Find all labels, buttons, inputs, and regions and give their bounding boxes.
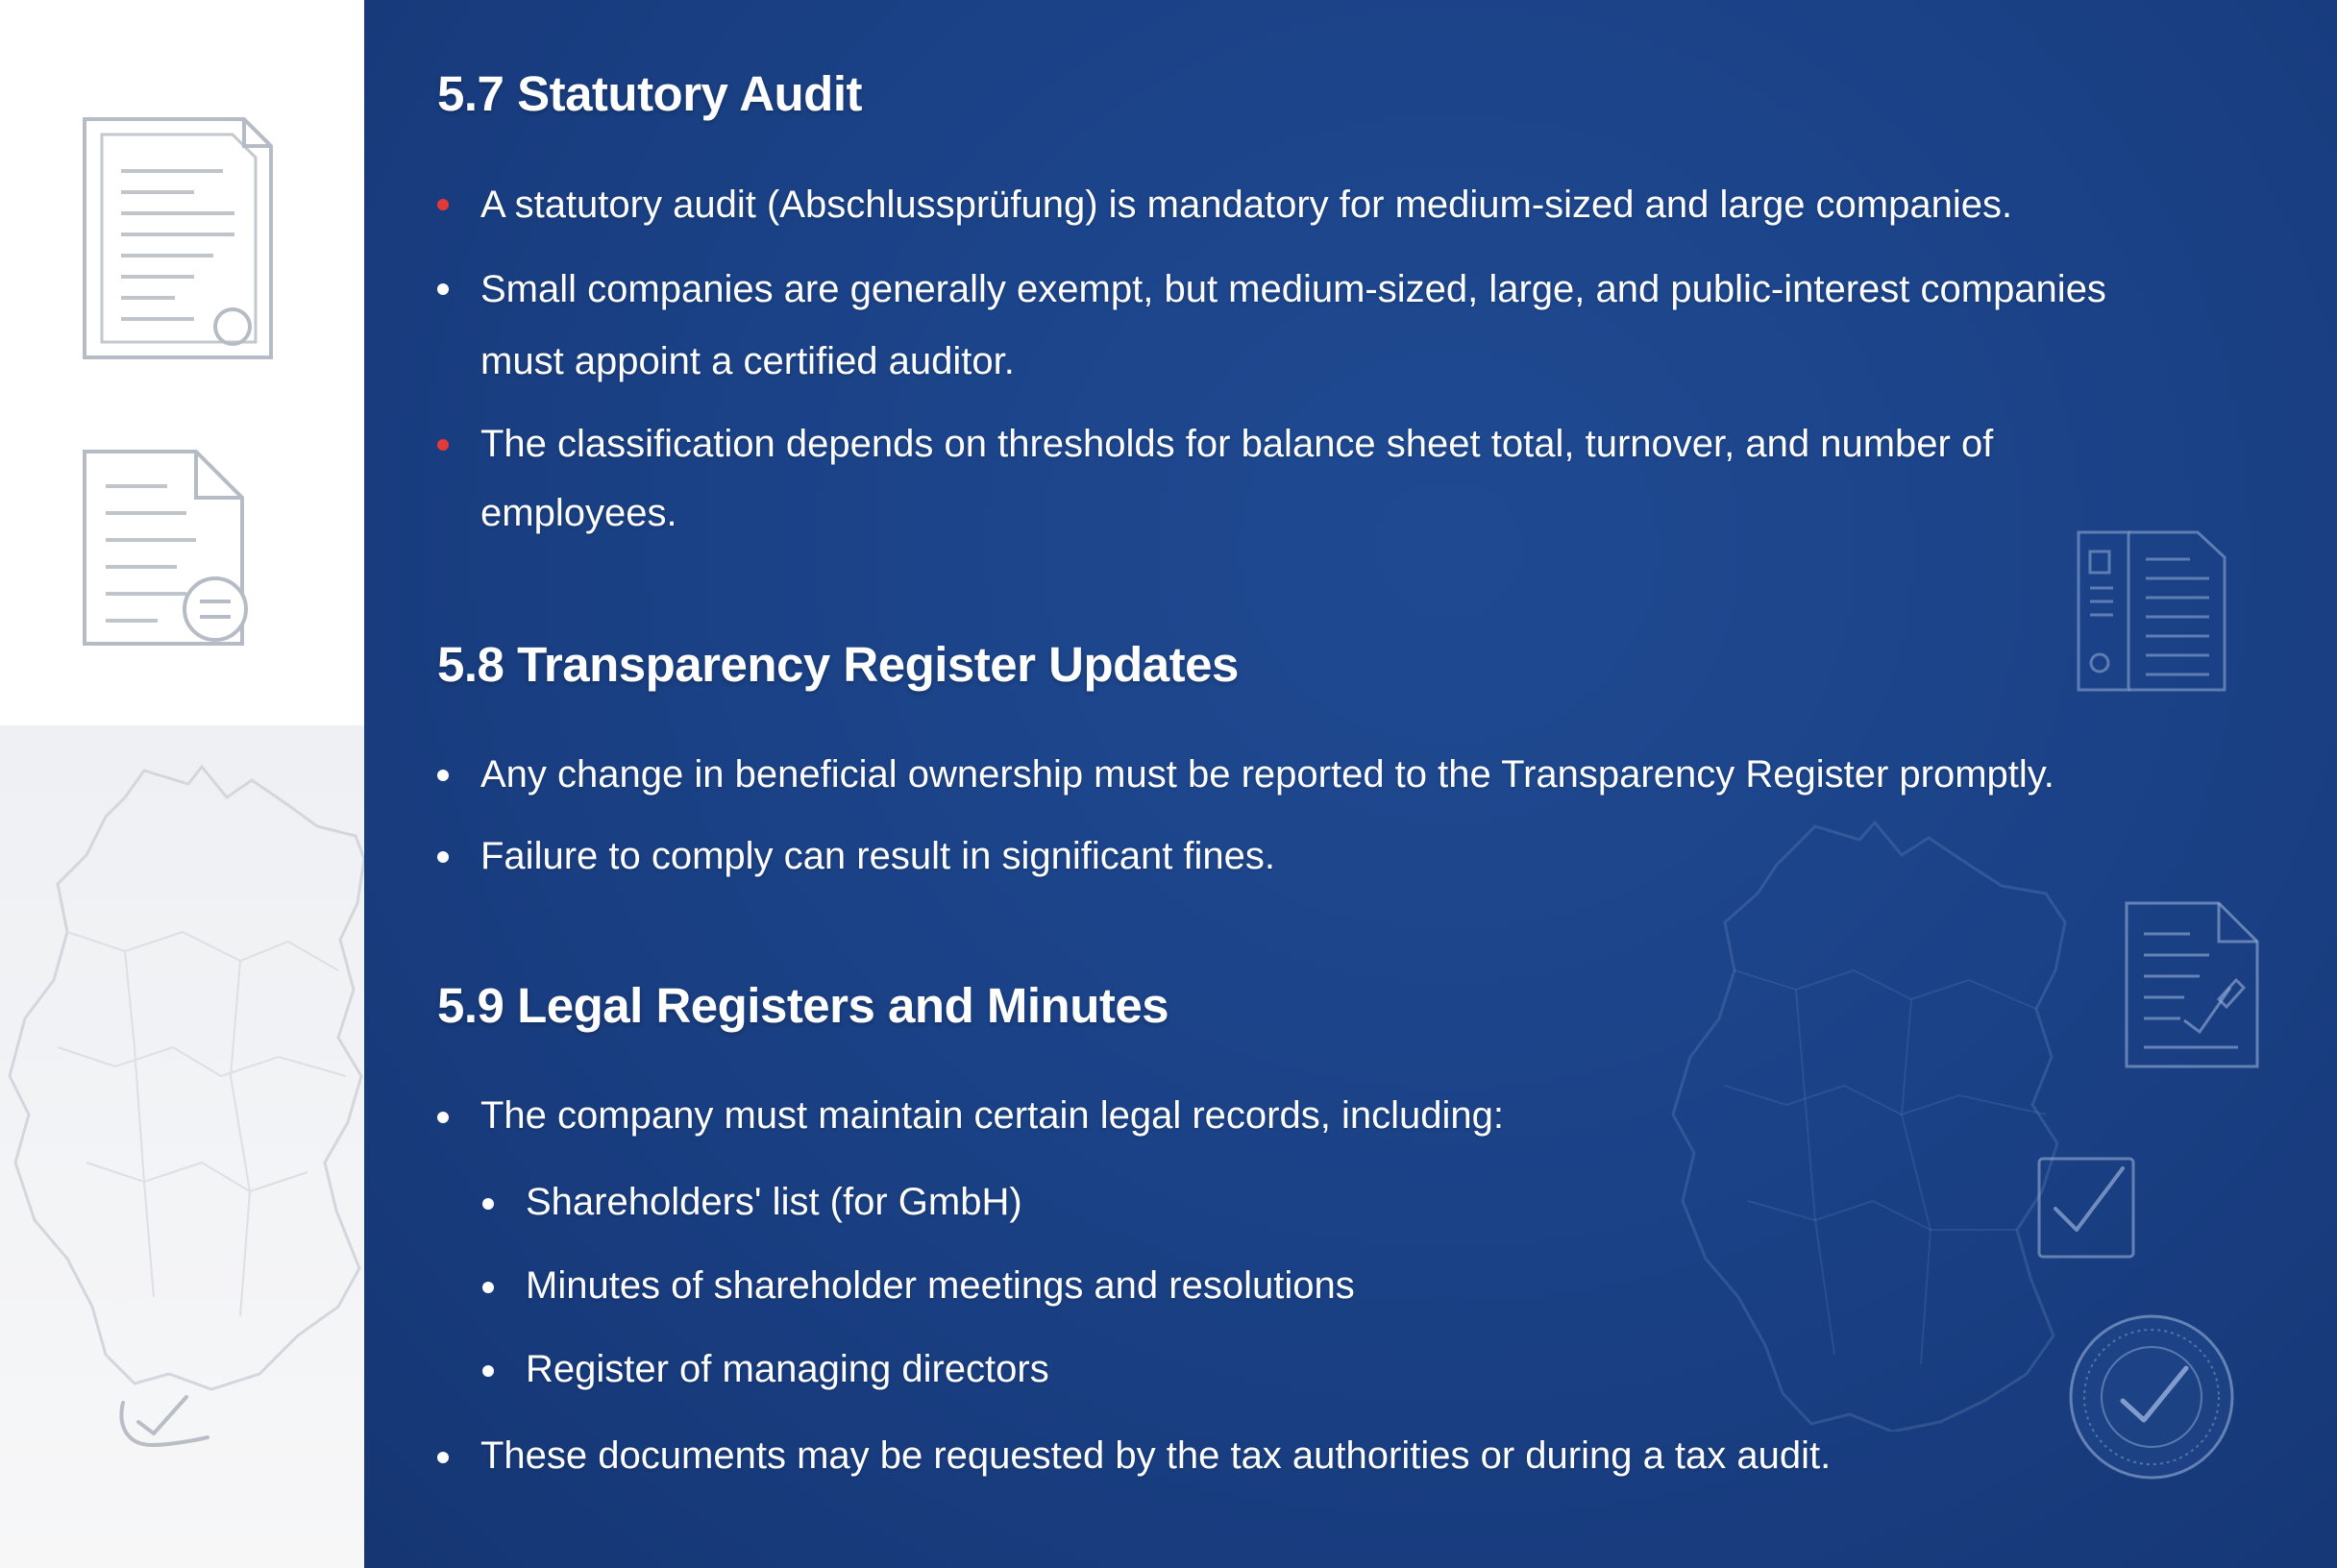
bullet-text: Small companies are generally exempt, but medium-sized, large, and public-interest companies	[480, 268, 2106, 310]
bullet-marker	[437, 199, 449, 210]
section-title-transparency-register: 5.8 Transparency Register Updates	[437, 637, 1239, 692]
checkbox-icon	[2036, 1153, 2138, 1261]
left-decorative-panel	[0, 0, 364, 1568]
sub-bullet-text: Register of managing directors	[526, 1348, 1049, 1390]
certificate-document-icon	[79, 113, 277, 365]
bullet-marker	[437, 439, 449, 451]
bullet-marker	[437, 1452, 449, 1463]
bullet-marker	[437, 283, 449, 295]
bullet-text: Failure to comply can result in significant fines.	[480, 835, 1276, 877]
bullet-text-continuation: must appoint a certified auditor.	[480, 340, 1015, 382]
sub-bullet-marker	[482, 1365, 494, 1377]
sub-bullet-marker	[482, 1282, 494, 1293]
document-pen-icon	[2123, 899, 2261, 1070]
bullet-text-continuation: employees.	[480, 492, 677, 534]
checkmark-icon	[113, 1389, 209, 1451]
bullet-marker	[437, 1112, 449, 1123]
sub-bullet-marker	[482, 1198, 494, 1210]
sub-bullet-text: Shareholders' list (for GmbH)	[526, 1181, 1022, 1223]
sub-bullet-text: Minutes of shareholder meetings and resolutions	[526, 1264, 1355, 1307]
binder-document-icon	[2075, 528, 2228, 694]
seal-stamp-icon	[2067, 1312, 2236, 1482]
content-panel	[364, 0, 2337, 1568]
bullet-text: Any change in beneficial ownership must be reported to the Transparency Register promptly.	[480, 753, 2054, 796]
section-title-legal-registers: 5.9 Legal Registers and Minutes	[437, 978, 1169, 1033]
bullet-marker	[437, 851, 449, 863]
section-title-statutory-audit: 5.7 Statutory Audit	[437, 66, 862, 121]
bullet-text: The company must maintain certain legal records, including:	[480, 1094, 1504, 1137]
document-chat-icon	[81, 448, 254, 651]
bullet-marker	[437, 770, 449, 781]
germany-map-outline	[1623, 817, 2123, 1432]
germany-map-outline	[0, 759, 364, 1393]
bullet-text: The classification depends on thresholds for balance sheet total, turnover, and number of	[480, 423, 1994, 465]
bullet-text: These documents may be requested by the tax authorities or during a tax audit.	[480, 1434, 1832, 1477]
bullet-text: A statutory audit (Abschlussprüfung) is mandatory for medium-sized and large companies.	[480, 184, 2013, 226]
